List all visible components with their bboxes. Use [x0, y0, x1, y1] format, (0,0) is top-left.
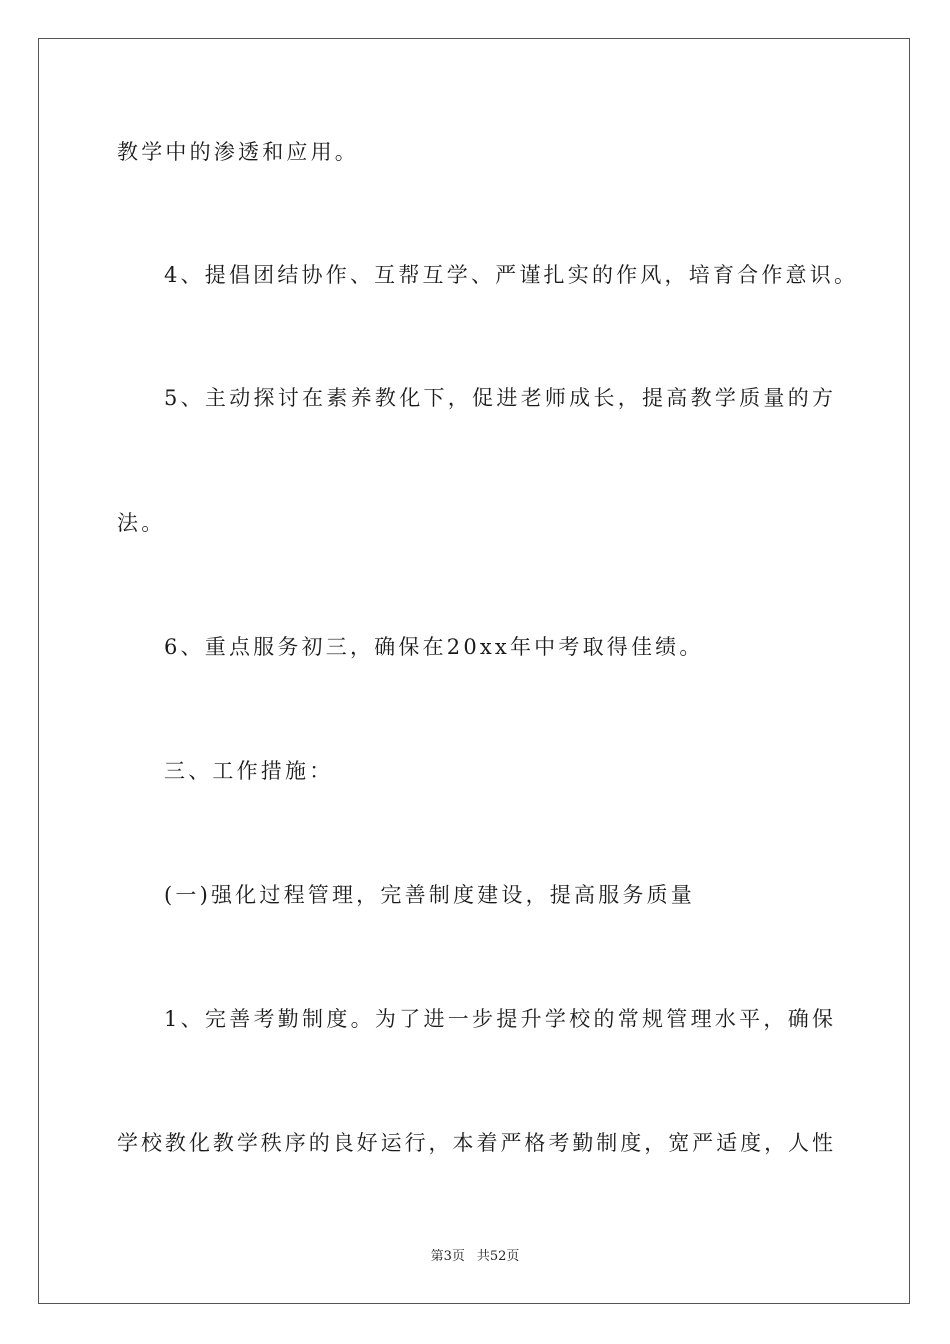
page-footer	[0, 1248, 950, 1266]
text-line-8: 1、完善考勤制度。为了进一步提升学校的常规管理水平，确保	[164, 1007, 833, 1031]
text-line-4: 法。	[117, 511, 166, 535]
text-line-3: 5、主动探讨在素养教化下，促进老师成长，提高教学质量的方	[164, 386, 833, 410]
text-line-7: (一)强化过程管理，完善制度建设，提高服务质量	[164, 883, 695, 907]
text-line-6: 三、工作措施：	[164, 759, 334, 783]
text-line-5: 6、重点服务初三，确保在20xx年中考取得佳绩。	[164, 635, 704, 659]
page-number: 第3页	[430, 1249, 465, 1264]
page-frame	[38, 38, 910, 1304]
text-line-1: 教学中的渗透和应用。	[117, 140, 359, 164]
page-total: 共52页	[476, 1249, 520, 1264]
text-line-2: 4、提倡团结协作、互帮互学、严谨扎实的作风，培育合作意识。	[164, 263, 859, 287]
text-line-9: 学校教化教学秩序的良好运行，本着严格考勤制度，宽严适度，人性	[117, 1131, 833, 1155]
